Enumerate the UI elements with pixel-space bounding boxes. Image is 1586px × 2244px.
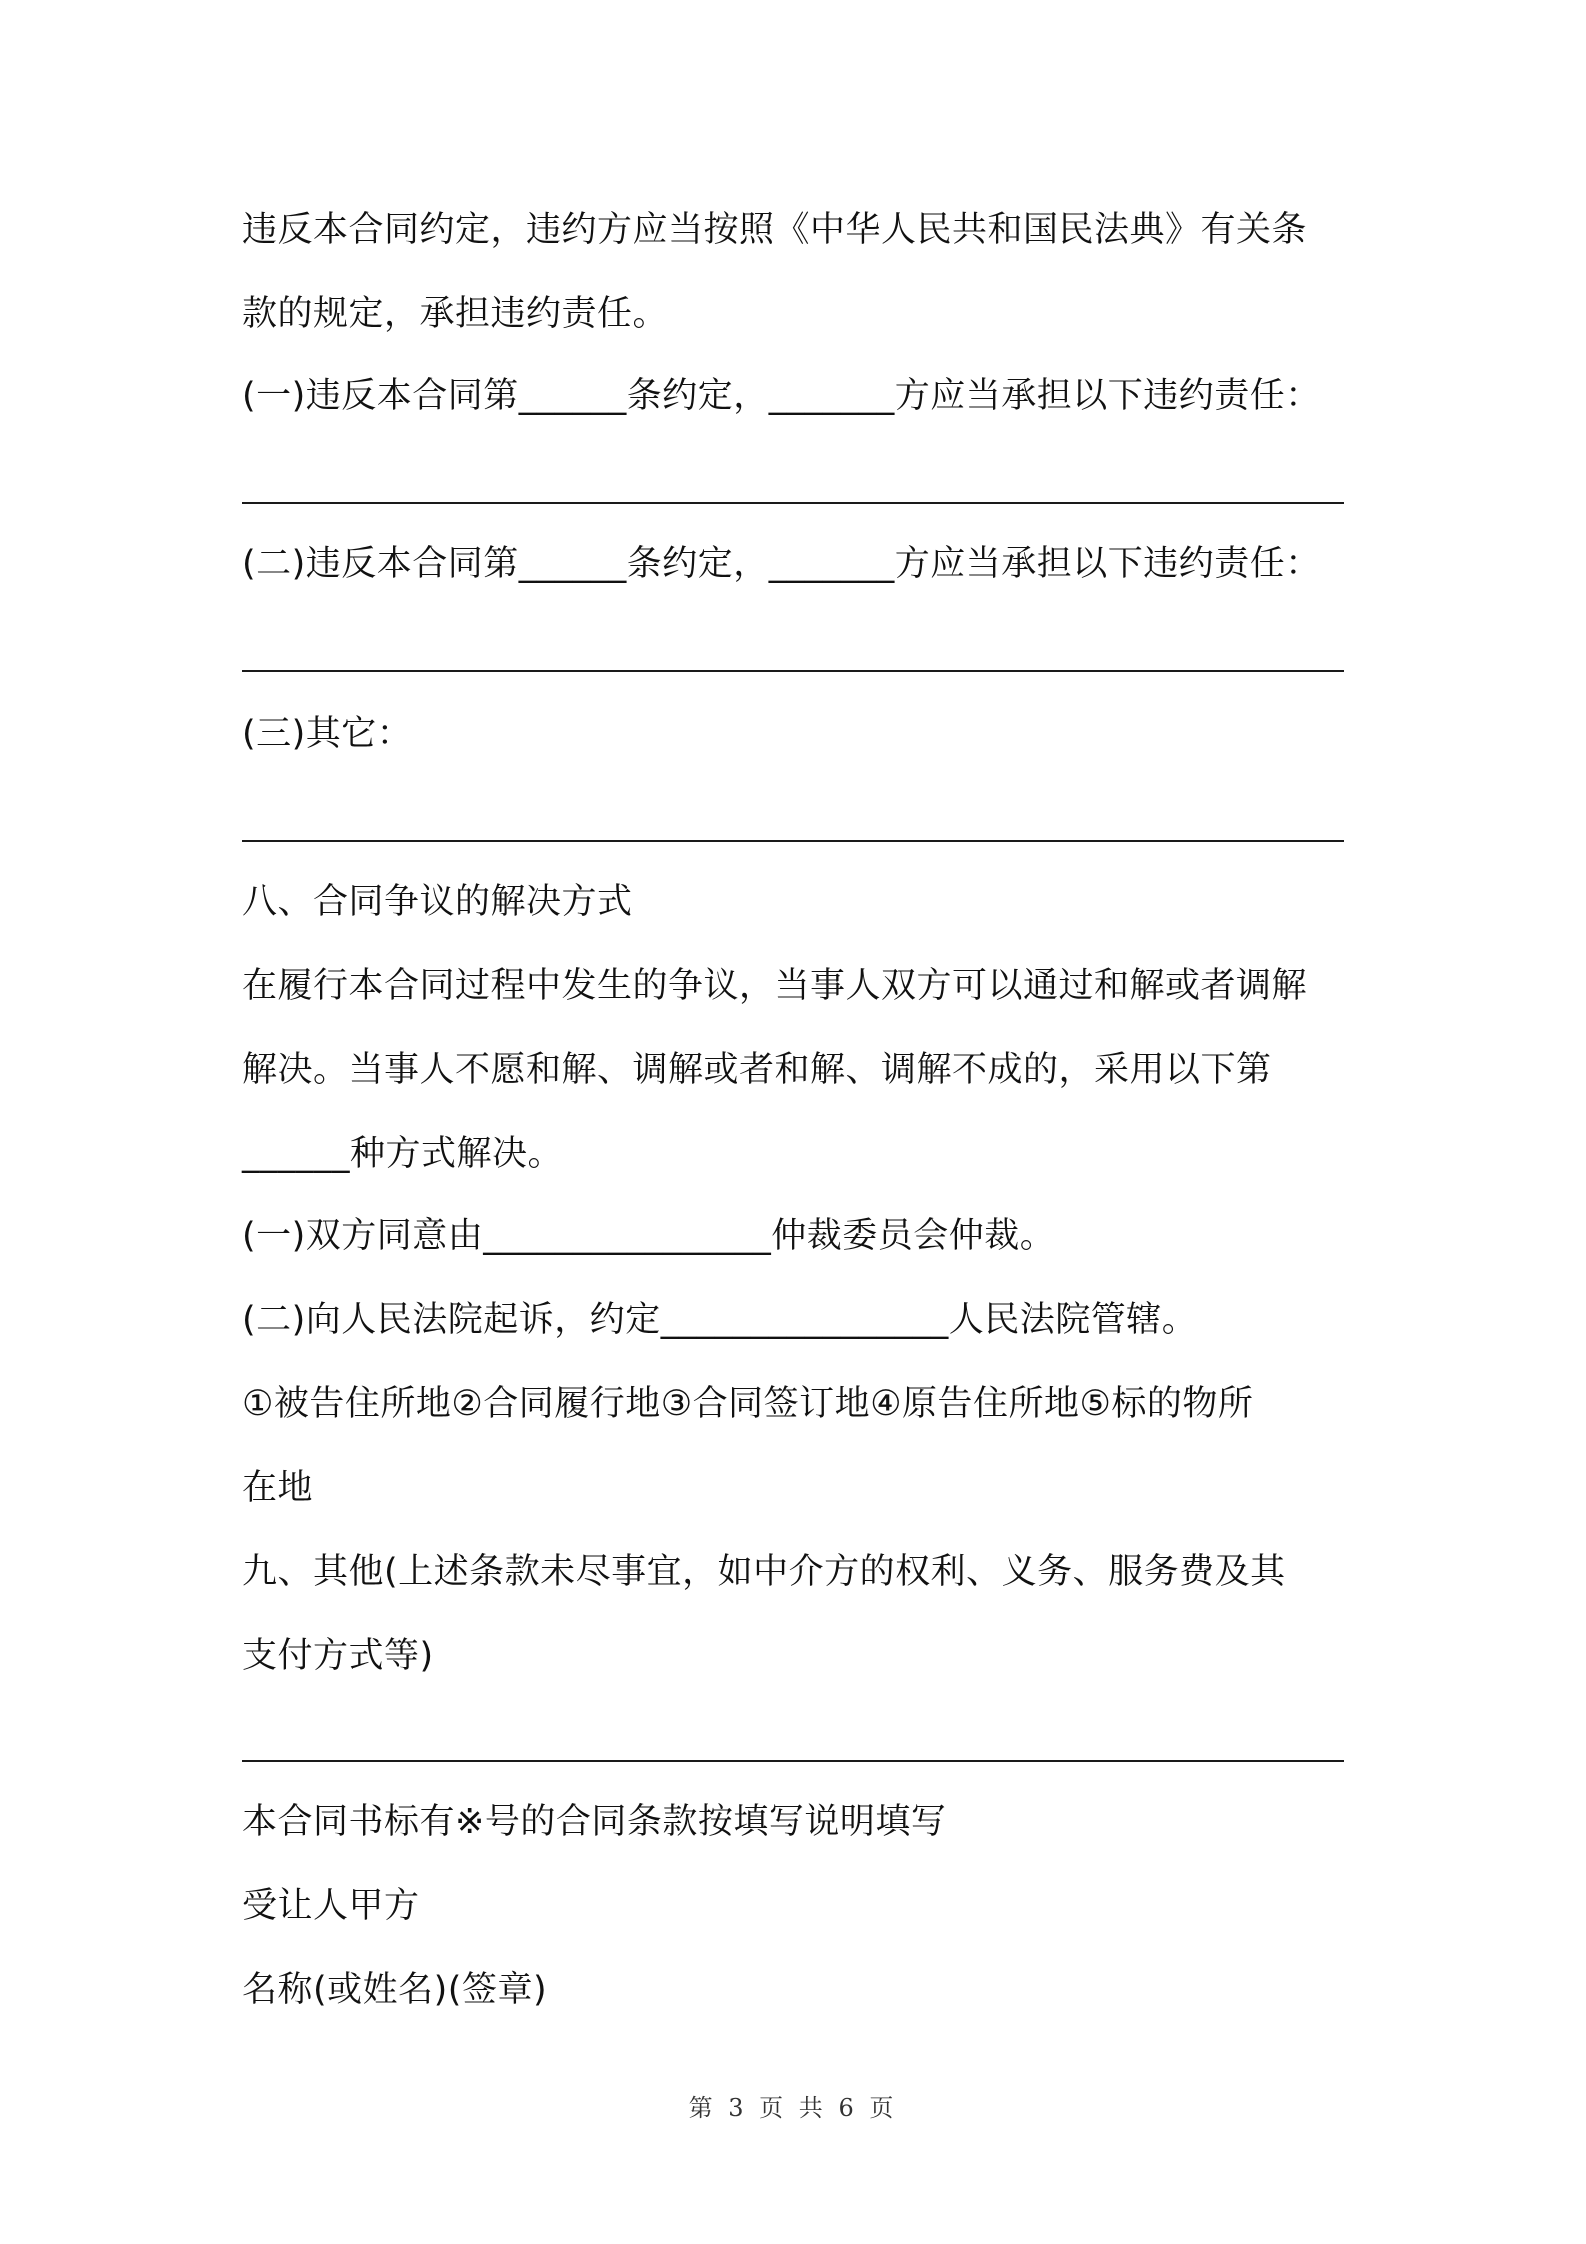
text-line-arbitration: (一)双方同意由________________仲裁委员会仲裁。 — [242, 1216, 1056, 1256]
text-line-dispute-2: 解决。当事人不愿和解、调解或者和解、调解不成的，采用以下第 — [242, 1050, 1272, 1090]
fill-in-blank-line-2 — [242, 670, 1344, 672]
text-line-other-2: 支付方式等) — [242, 1636, 434, 1676]
fill-in-blank-line-3 — [242, 840, 1344, 842]
page-footer: 第 3 页 共 6 页 — [688, 2094, 898, 2122]
fill-in-blank-line-4 — [242, 1760, 1344, 1762]
text-line-clause-2: (二)违反本合同第______条约定，_______方应当承担以下违约责任： — [242, 544, 1321, 584]
text-line-clause-1: (一)违反本合同第______条约定，_______方应当承担以下违约责任： — [242, 376, 1321, 416]
section-heading-dispute: 八、合同争议的解决方式 — [242, 882, 633, 922]
text-line-note: 本合同书标有※号的合同条款按填写说明填写 — [242, 1802, 947, 1842]
text-line-clause-3: (三)其它： — [242, 714, 413, 754]
text-line-jurisdiction-2: 在地 — [242, 1468, 314, 1508]
section-heading-other: 九、其他(上述条款未尽事宜，如中介方的权利、义务、服务费及其 — [242, 1552, 1286, 1592]
text-line-signature: 名称(或姓名)(签章) — [242, 1970, 548, 2010]
text-line-breach-2: 款的规定，承担违约责任。 — [242, 294, 669, 334]
text-line-dispute-1: 在履行本合同过程中发生的争议，当事人双方可以通过和解或者调解 — [242, 966, 1308, 1006]
fill-in-blank-line-1 — [242, 502, 1344, 504]
text-line-breach-1: 违反本合同约定，违约方应当按照《中华人民共和国民法典》有关条 — [242, 210, 1308, 250]
text-line-jurisdiction-1: ①被告住所地②合同履行地③合同签订地④原告住所地⑤标的物所 — [242, 1384, 1254, 1424]
text-line-court: (二)向人民法院起诉，约定________________人民法院管辖。 — [242, 1300, 1198, 1340]
text-line-dispute-3: ______种方式解决。 — [242, 1134, 564, 1174]
text-line-transferee: 受让人甲方 — [242, 1886, 420, 1926]
